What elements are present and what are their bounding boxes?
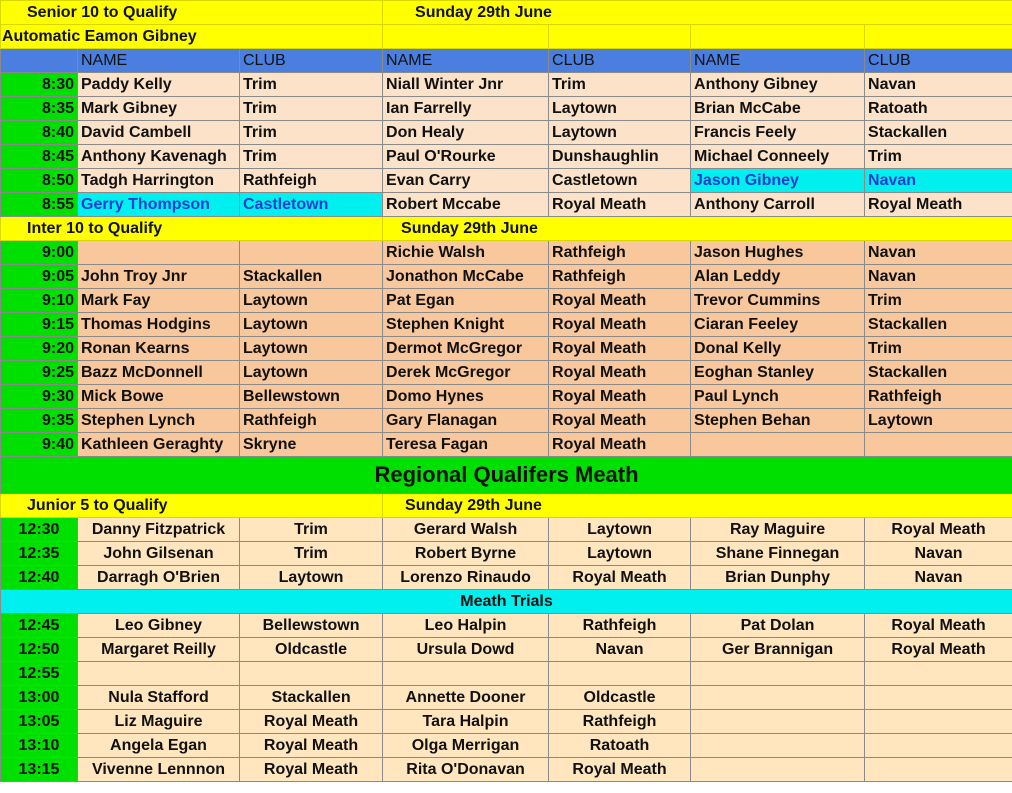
player-name-cell: Ger Brannigan (691, 638, 865, 662)
time-cell: 12:40 (1, 566, 78, 590)
club-cell: Bellewstown (240, 614, 383, 638)
club-cell: Rathfeigh (240, 169, 383, 193)
trials-row (1, 710, 1012, 734)
regional-banner: Regional Qualifers Meath (1, 457, 1012, 494)
player-name-cell: Liz Maguire (78, 710, 240, 734)
club-cell: Trim (865, 337, 1012, 361)
club-cell: Royal Meath (549, 361, 691, 385)
club-cell: Castletown (549, 169, 691, 193)
player-name-cell: Tara Halpin (383, 710, 549, 734)
inter-row (1, 241, 1012, 265)
senior-row (1, 169, 1012, 193)
col-header-name: NAME (78, 49, 240, 73)
player-name-cell: Rita O'Donavan (383, 758, 549, 782)
player-name-cell: Dermot McGregor (383, 337, 549, 361)
time-cell: 9:15 (1, 313, 78, 337)
club-cell: Stackallen (240, 265, 383, 289)
club-cell (549, 662, 691, 686)
club-cell: Navan (865, 265, 1012, 289)
club-cell: Royal Meath (240, 734, 383, 758)
club-cell: Trim (865, 145, 1012, 169)
player-name-cell: Lorenzo Rinaudo (383, 566, 549, 590)
time-cell: 13:15 (1, 758, 78, 782)
player-name-cell: Michael Conneely (691, 145, 865, 169)
automatic-row (1, 25, 1012, 49)
inter-row (1, 433, 1012, 457)
senior-row (1, 73, 1012, 97)
player-name-cell: Robert Mccabe (383, 193, 549, 217)
club-cell (865, 734, 1012, 758)
player-name-cell: Kathleen Geraghty (78, 433, 240, 457)
player-name-cell: Darragh O'Brien (78, 566, 240, 590)
player-name-cell: Anthony Carroll (691, 193, 865, 217)
col-header-club: CLUB (865, 49, 1012, 73)
time-cell: 8:30 (1, 73, 78, 97)
club-cell: Royal Meath (549, 409, 691, 433)
player-name-cell: Stephen Behan (691, 409, 865, 433)
player-name-cell: Shane Finnegan (691, 542, 865, 566)
club-cell: Laytown (865, 409, 1012, 433)
player-name-cell (691, 758, 865, 782)
club-cell (865, 433, 1012, 457)
time-cell: 9:20 (1, 337, 78, 361)
senior-row (1, 97, 1012, 121)
junior-row (1, 542, 1012, 566)
time-cell: 12:35 (1, 542, 78, 566)
player-name-cell: Margaret Reilly (78, 638, 240, 662)
player-name-cell: Pat Dolan (691, 614, 865, 638)
player-name-cell: Francis Feely (691, 121, 865, 145)
club-cell: Royal Meath (549, 337, 691, 361)
player-name-cell (691, 433, 865, 457)
player-name-cell: Eoghan Stanley (691, 361, 865, 385)
club-cell: Stackallen (865, 313, 1012, 337)
player-name-cell: Alan Leddy (691, 265, 865, 289)
club-cell: Laytown (549, 518, 691, 542)
col-header-club: CLUB (549, 49, 691, 73)
player-name-cell: Trevor Cummins (691, 289, 865, 313)
time-cell: 8:40 (1, 121, 78, 145)
player-name-cell: Gary Flanagan (383, 409, 549, 433)
club-cell: Stackallen (865, 361, 1012, 385)
player-name-cell: Ciaran Feeley (691, 313, 865, 337)
player-name-cell: Nula Stafford (78, 686, 240, 710)
trials-row (1, 734, 1012, 758)
time-cell: 9:25 (1, 361, 78, 385)
club-cell (865, 758, 1012, 782)
club-cell: Navan (865, 542, 1012, 566)
automatic-qualifier: Automatic Eamon Gibney (1, 25, 383, 49)
club-cell: Royal Meath (549, 193, 691, 217)
inter-date: Sunday 29th June (383, 217, 1012, 241)
player-name-cell: Thomas Hodgins (78, 313, 240, 337)
player-name-cell (691, 686, 865, 710)
club-cell (865, 710, 1012, 734)
club-cell (865, 686, 1012, 710)
club-cell: Royal Meath (549, 313, 691, 337)
player-name-cell: Don Healy (383, 121, 549, 145)
inter-row (1, 289, 1012, 313)
club-cell: Trim (240, 518, 383, 542)
club-cell: Laytown (240, 337, 383, 361)
club-cell: Stackallen (865, 121, 1012, 145)
time-cell: 13:10 (1, 734, 78, 758)
club-cell: Royal Meath (549, 566, 691, 590)
inter-row (1, 313, 1012, 337)
club-cell: Rathfeigh (240, 409, 383, 433)
player-name-cell: Leo Gibney (78, 614, 240, 638)
player-name-cell: Leo Halpin (383, 614, 549, 638)
player-name-cell: Anthony Gibney (691, 73, 865, 97)
time-cell: 9:00 (1, 241, 78, 265)
player-name-cell (691, 734, 865, 758)
time-cell: 8:35 (1, 97, 78, 121)
club-cell: Trim (865, 289, 1012, 313)
player-name-cell: Paul O'Rourke (383, 145, 549, 169)
time-cell: 8:55 (1, 193, 78, 217)
trials-row (1, 614, 1012, 638)
player-name-cell: Angela Egan (78, 734, 240, 758)
club-cell: Royal Meath (549, 289, 691, 313)
time-cell: 9:05 (1, 265, 78, 289)
player-name-cell: Ray Maguire (691, 518, 865, 542)
club-cell: Navan (865, 73, 1012, 97)
club-cell: Laytown (240, 313, 383, 337)
player-name-cell: John Gilsenan (78, 542, 240, 566)
player-name-cell: Evan Carry (383, 169, 549, 193)
time-cell: 12:30 (1, 518, 78, 542)
player-name-cell (78, 662, 240, 686)
club-cell: Trim (240, 73, 383, 97)
player-name-cell: Tadgh Harrington (78, 169, 240, 193)
trials-title: Meath Trials (1, 590, 1012, 614)
club-cell: Ratoath (865, 97, 1012, 121)
club-cell: Rathfeigh (549, 710, 691, 734)
player-name-cell: Donal Kelly (691, 337, 865, 361)
club-cell: Oldcastle (549, 686, 691, 710)
club-cell: Rathfeigh (865, 385, 1012, 409)
club-cell: Trim (240, 542, 383, 566)
club-cell: Trim (240, 97, 383, 121)
club-cell: Laytown (240, 289, 383, 313)
senior-row (1, 145, 1012, 169)
inter-title-row (1, 217, 1012, 241)
club-cell: Royal Meath (865, 638, 1012, 662)
club-cell: Navan (865, 241, 1012, 265)
player-name-cell (383, 662, 549, 686)
player-name-cell (691, 662, 865, 686)
player-name-cell: Mick Bowe (78, 385, 240, 409)
trials-row (1, 638, 1012, 662)
player-name-cell (691, 710, 865, 734)
col-header-name: NAME (691, 49, 865, 73)
club-cell: Navan (549, 638, 691, 662)
player-name-cell: Gerard Walsh (383, 518, 549, 542)
column-header-row (1, 49, 1012, 73)
club-cell: Navan (865, 169, 1012, 193)
senior-title-row (1, 1, 1012, 25)
time-cell: 8:45 (1, 145, 78, 169)
club-cell: Rathfeigh (549, 265, 691, 289)
time-cell: 12:45 (1, 614, 78, 638)
player-name-cell: Jason Gibney (691, 169, 865, 193)
club-cell: Royal Meath (240, 710, 383, 734)
junior-title-row (1, 494, 1012, 518)
club-cell: Royal Meath (549, 758, 691, 782)
player-name-cell: Danny Fitzpatrick (78, 518, 240, 542)
club-cell: Laytown (240, 361, 383, 385)
time-cell: 8:50 (1, 169, 78, 193)
club-cell: Oldcastle (240, 638, 383, 662)
player-name-cell: Anthony Kavenagh (78, 145, 240, 169)
trials-row (1, 758, 1012, 782)
player-name-cell: Vivenne Lennnon (78, 758, 240, 782)
player-name-cell: David Cambell (78, 121, 240, 145)
player-name-cell: Derek McGregor (383, 361, 549, 385)
club-cell: Rathfeigh (549, 614, 691, 638)
player-name-cell: Domo Hynes (383, 385, 549, 409)
col-header-name: NAME (383, 49, 549, 73)
player-name-cell: Robert Byrne (383, 542, 549, 566)
inter-row (1, 337, 1012, 361)
club-cell: Stackallen (240, 686, 383, 710)
player-name-cell: Ronan Kearns (78, 337, 240, 361)
player-name-cell: Mark Gibney (78, 97, 240, 121)
club-cell: Trim (240, 145, 383, 169)
col-header-club: CLUB (240, 49, 383, 73)
club-cell (240, 241, 383, 265)
player-name-cell: John Troy Jnr (78, 265, 240, 289)
senior-row (1, 121, 1012, 145)
time-cell: 12:50 (1, 638, 78, 662)
player-name-cell: Jonathon McCabe (383, 265, 549, 289)
player-name-cell: Brian McCabe (691, 97, 865, 121)
player-name-cell: Ian Farrelly (383, 97, 549, 121)
senior-title: Senior 10 to Qualify (1, 1, 383, 25)
player-name-cell: Richie Walsh (383, 241, 549, 265)
inter-row (1, 385, 1012, 409)
club-cell: Royal Meath (549, 385, 691, 409)
time-cell: 9:10 (1, 289, 78, 313)
club-cell: Trim (240, 121, 383, 145)
club-cell: Laytown (549, 97, 691, 121)
club-cell: Bellewstown (240, 385, 383, 409)
player-name-cell: Paddy Kelly (78, 73, 240, 97)
time-cell: 13:00 (1, 686, 78, 710)
senior-row (1, 193, 1012, 217)
time-cell: 9:40 (1, 433, 78, 457)
junior-row (1, 518, 1012, 542)
trials-title-row (1, 590, 1012, 614)
player-name-cell: Ursula Dowd (383, 638, 549, 662)
player-name-cell: Niall Winter Jnr (383, 73, 549, 97)
inter-row (1, 265, 1012, 289)
club-cell: Royal Meath (549, 433, 691, 457)
club-cell: Ratoath (549, 734, 691, 758)
club-cell: Trim (549, 73, 691, 97)
club-cell: Royal Meath (240, 758, 383, 782)
senior-date: Sunday 29th June (383, 1, 1012, 25)
player-name-cell (78, 241, 240, 265)
player-name-cell: Stephen Lynch (78, 409, 240, 433)
player-name-cell: Brian Dunphy (691, 566, 865, 590)
club-cell (240, 662, 383, 686)
junior-title: Junior 5 to Qualify (1, 494, 383, 518)
junior-date: Sunday 29th June (383, 494, 1012, 518)
club-cell (865, 662, 1012, 686)
club-cell: Laytown (240, 566, 383, 590)
club-cell: Laytown (549, 121, 691, 145)
player-name-cell: Gerry Thompson (78, 193, 240, 217)
player-name-cell: Bazz McDonnell (78, 361, 240, 385)
trials-row (1, 662, 1012, 686)
regional-banner-row (1, 457, 1012, 494)
time-cell: 9:35 (1, 409, 78, 433)
time-cell: 13:05 (1, 710, 78, 734)
club-cell: Dunshaughlin (549, 145, 691, 169)
player-name-cell: Olga Merrigan (383, 734, 549, 758)
trials-row (1, 686, 1012, 710)
club-cell: Royal Meath (865, 614, 1012, 638)
junior-row (1, 566, 1012, 590)
inter-title: Inter 10 to Qualify (1, 217, 383, 241)
club-cell: Castletown (240, 193, 383, 217)
club-cell: Rathfeigh (549, 241, 691, 265)
time-cell: 12:55 (1, 662, 78, 686)
club-cell: Royal Meath (865, 518, 1012, 542)
time-cell: 9:30 (1, 385, 78, 409)
player-name-cell: Annette Dooner (383, 686, 549, 710)
inter-row (1, 409, 1012, 433)
player-name-cell: Paul Lynch (691, 385, 865, 409)
club-cell: Skryne (240, 433, 383, 457)
inter-row (1, 361, 1012, 385)
player-name-cell: Mark Fay (78, 289, 240, 313)
player-name-cell: Stephen Knight (383, 313, 549, 337)
player-name-cell: Jason Hughes (691, 241, 865, 265)
club-cell: Laytown (549, 542, 691, 566)
player-name-cell: Teresa Fagan (383, 433, 549, 457)
club-cell: Navan (865, 566, 1012, 590)
player-name-cell: Pat Egan (383, 289, 549, 313)
club-cell: Royal Meath (865, 193, 1012, 217)
